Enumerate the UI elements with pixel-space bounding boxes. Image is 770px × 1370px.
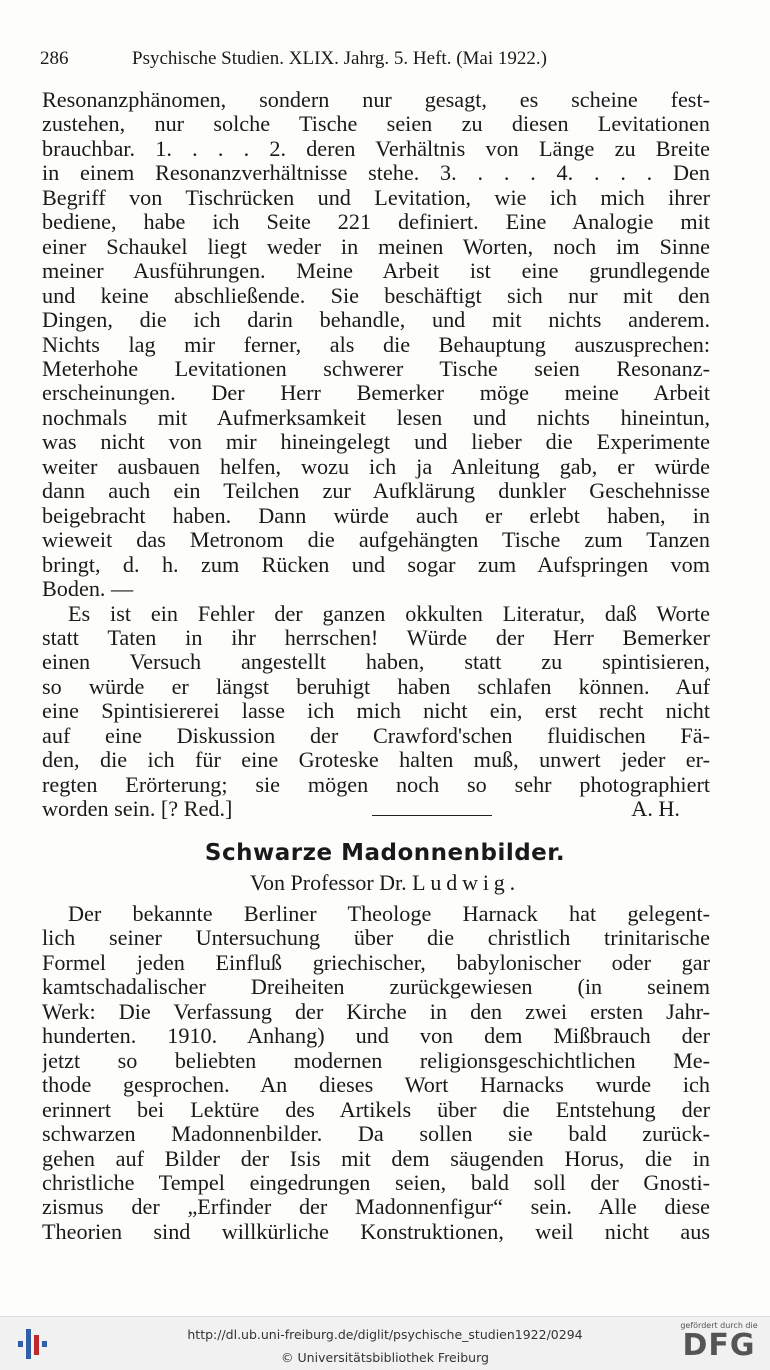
text-line: Nichts lag mir ferner, als die Behauptung auszusprechen: [42, 332, 710, 357]
text-line: statt Taten in ihr herrschen! Würde der Herr Bemerker [42, 625, 710, 650]
author-signature: A. H. [631, 796, 680, 822]
text-line: lich seiner Untersuchung über die christlich trinitarische [42, 926, 710, 951]
text-line: in einem Resonanzverhältnisse stehe. 3. . . . 4. . . . Den [42, 161, 710, 186]
text-line: Resonanzphänomen, sondern nur gesagt, es scheine fest- [42, 88, 710, 112]
text-line: einen Versuch angestellt haben, statt zu spintisieren, [42, 650, 710, 675]
text-line: zustehen, nur solche Tische seien zu diesen Levitationen [42, 112, 710, 137]
text-line: bediene, habe ich Seite 221 definiert. Eine Analogie mit [42, 210, 710, 235]
text-line: Der bekannte Berliner Theologe Harnack hat gelegent- [68, 902, 710, 926]
text-line: kamtschadalischer Dreiheiten zurückgewiesen (in seinem [42, 975, 710, 1000]
running-title: Psychische Studien. XLIX. Jahrg. 5. Heft. (Mai 1922.) [132, 48, 547, 69]
text-line: dann auch ein Teilchen zur Aufklärung dunkler Geschehnisse [42, 479, 710, 504]
text-line: jetzt so beliebten modernen religionsgeschichtlichen Me- [42, 1048, 710, 1073]
text-line: regten Erörterung; sie mögen noch so sehr photographiert [42, 772, 710, 797]
text-line: erscheinungen. Der Herr Bemerker möge meine Arbeit [42, 381, 710, 406]
text-line: thode gesprochen. An dieses Wort Harnacks wurde ich [42, 1073, 710, 1098]
text-line: Meterhohe Levitationen schwerer Tische seien Resonanz- [42, 356, 710, 381]
text-line: Begriff von Tischrücken und Levitation, wie ich mich ihrer [42, 185, 710, 210]
text-line: wieweit das Metronom die aufgehängten Tische zum Tanzen [42, 528, 710, 553]
dfg-logo [676, 1321, 762, 1367]
text-line: Boden. — [42, 577, 134, 602]
letter-end-text [42, 88, 710, 822]
text-line: den, die ich für eine Groteske halten muß, unwert jeder er- [42, 748, 710, 773]
text-line: hunderten. 1910. Anhang) und von dem Mißbrauch der [42, 1024, 710, 1049]
page-number: 286 [40, 48, 69, 69]
text-line: Es ist ein Fehler der ganzen okkulten Literatur, daß Worte [68, 601, 710, 626]
running-header [40, 48, 718, 70]
text-line: Dingen, die ich darin behandle, und mit nichts anderem. [42, 308, 710, 333]
text-line: nochmals mit Aufmerksamkeit lesen und nichts hineintun, [42, 405, 710, 430]
text-line: gehen auf Bilder der Isis mit dem säugenden Horus, die in [42, 1146, 710, 1171]
text-line: meiner Ausführungen. Meine Arbeit ist eine grundlegende [42, 259, 710, 284]
article-title: Schwarze Madonnenbilder. [204, 840, 566, 866]
text-line: bringt, d. h. zum Rücken und sogar zum Aufspringen vom [42, 552, 710, 577]
article-body [42, 902, 710, 1244]
text-line: erinnert bei Lektüre des Artikels über die Entstehung der [42, 1097, 710, 1122]
text-line: brauchbar. 1. . . . 2. deren Verhältnis von Länge zu Breite [42, 136, 710, 161]
copyright-notice: © Universitätsbibliothek Freiburg [281, 1350, 489, 1365]
viewer-footer [0, 1316, 770, 1370]
byline-name: Ludwig. [412, 870, 520, 895]
article-byline [0, 870, 770, 896]
byline-prefix: Von Professor Dr. [250, 870, 407, 895]
funder-name: DFG [682, 1328, 756, 1363]
text-line: weiter ausbauen helfen, wozu ich ja Anleitung gab, er würde [42, 454, 710, 479]
text-line: so würde er längst beruhigt haben schlafen können. Auf [42, 674, 710, 699]
text-line: worden sein. [? Red.] [42, 796, 233, 822]
text-line: was nicht von mir hineingelegt und lieber die Experimente [42, 430, 710, 455]
text-line: einer Schaukel liegt weder in meinen Worten, noch im Sinne [42, 234, 710, 259]
closing-line [42, 797, 710, 822]
funder-note: gefördert durch die [680, 1321, 758, 1330]
separator-rule [372, 815, 492, 816]
text-line: eine Spintisiererei lasse ich mich nicht ein, erst recht nicht [42, 699, 710, 724]
text-line: Werk: Die Verfassung der Kirche in den zwei ersten Jahr- [42, 999, 710, 1024]
text-line: Theorien sind willkürliche Konstruktionen, weil nicht aus [42, 1219, 710, 1244]
permalink-link[interactable]: http://dl.ub.uni-freiburg.de/diglit/psychische_studien1922/0294 [187, 1327, 583, 1342]
text-line: beigebracht haben. Dann würde auch er erlebt haben, in [42, 503, 710, 528]
text-line: Formel jeden Einfluß griechischer, babylonischer oder gar [42, 950, 710, 975]
text-line: auf eine Diskussion der Crawford'schen fluidischen Fä- [42, 723, 710, 748]
text-line: zismus der „Erfinder der Madonnenfigur“ sein. Alle diese [42, 1195, 710, 1220]
text-line: und keine abschließende. Sie beschäftigt sich nur mit den [42, 283, 710, 308]
text-line: schwarzen Madonnenbilder. Da sollen sie bald zurück- [42, 1122, 710, 1147]
text-line: christliche Tempel eingedrungen seien, bald soll der Gnosti- [42, 1170, 710, 1195]
